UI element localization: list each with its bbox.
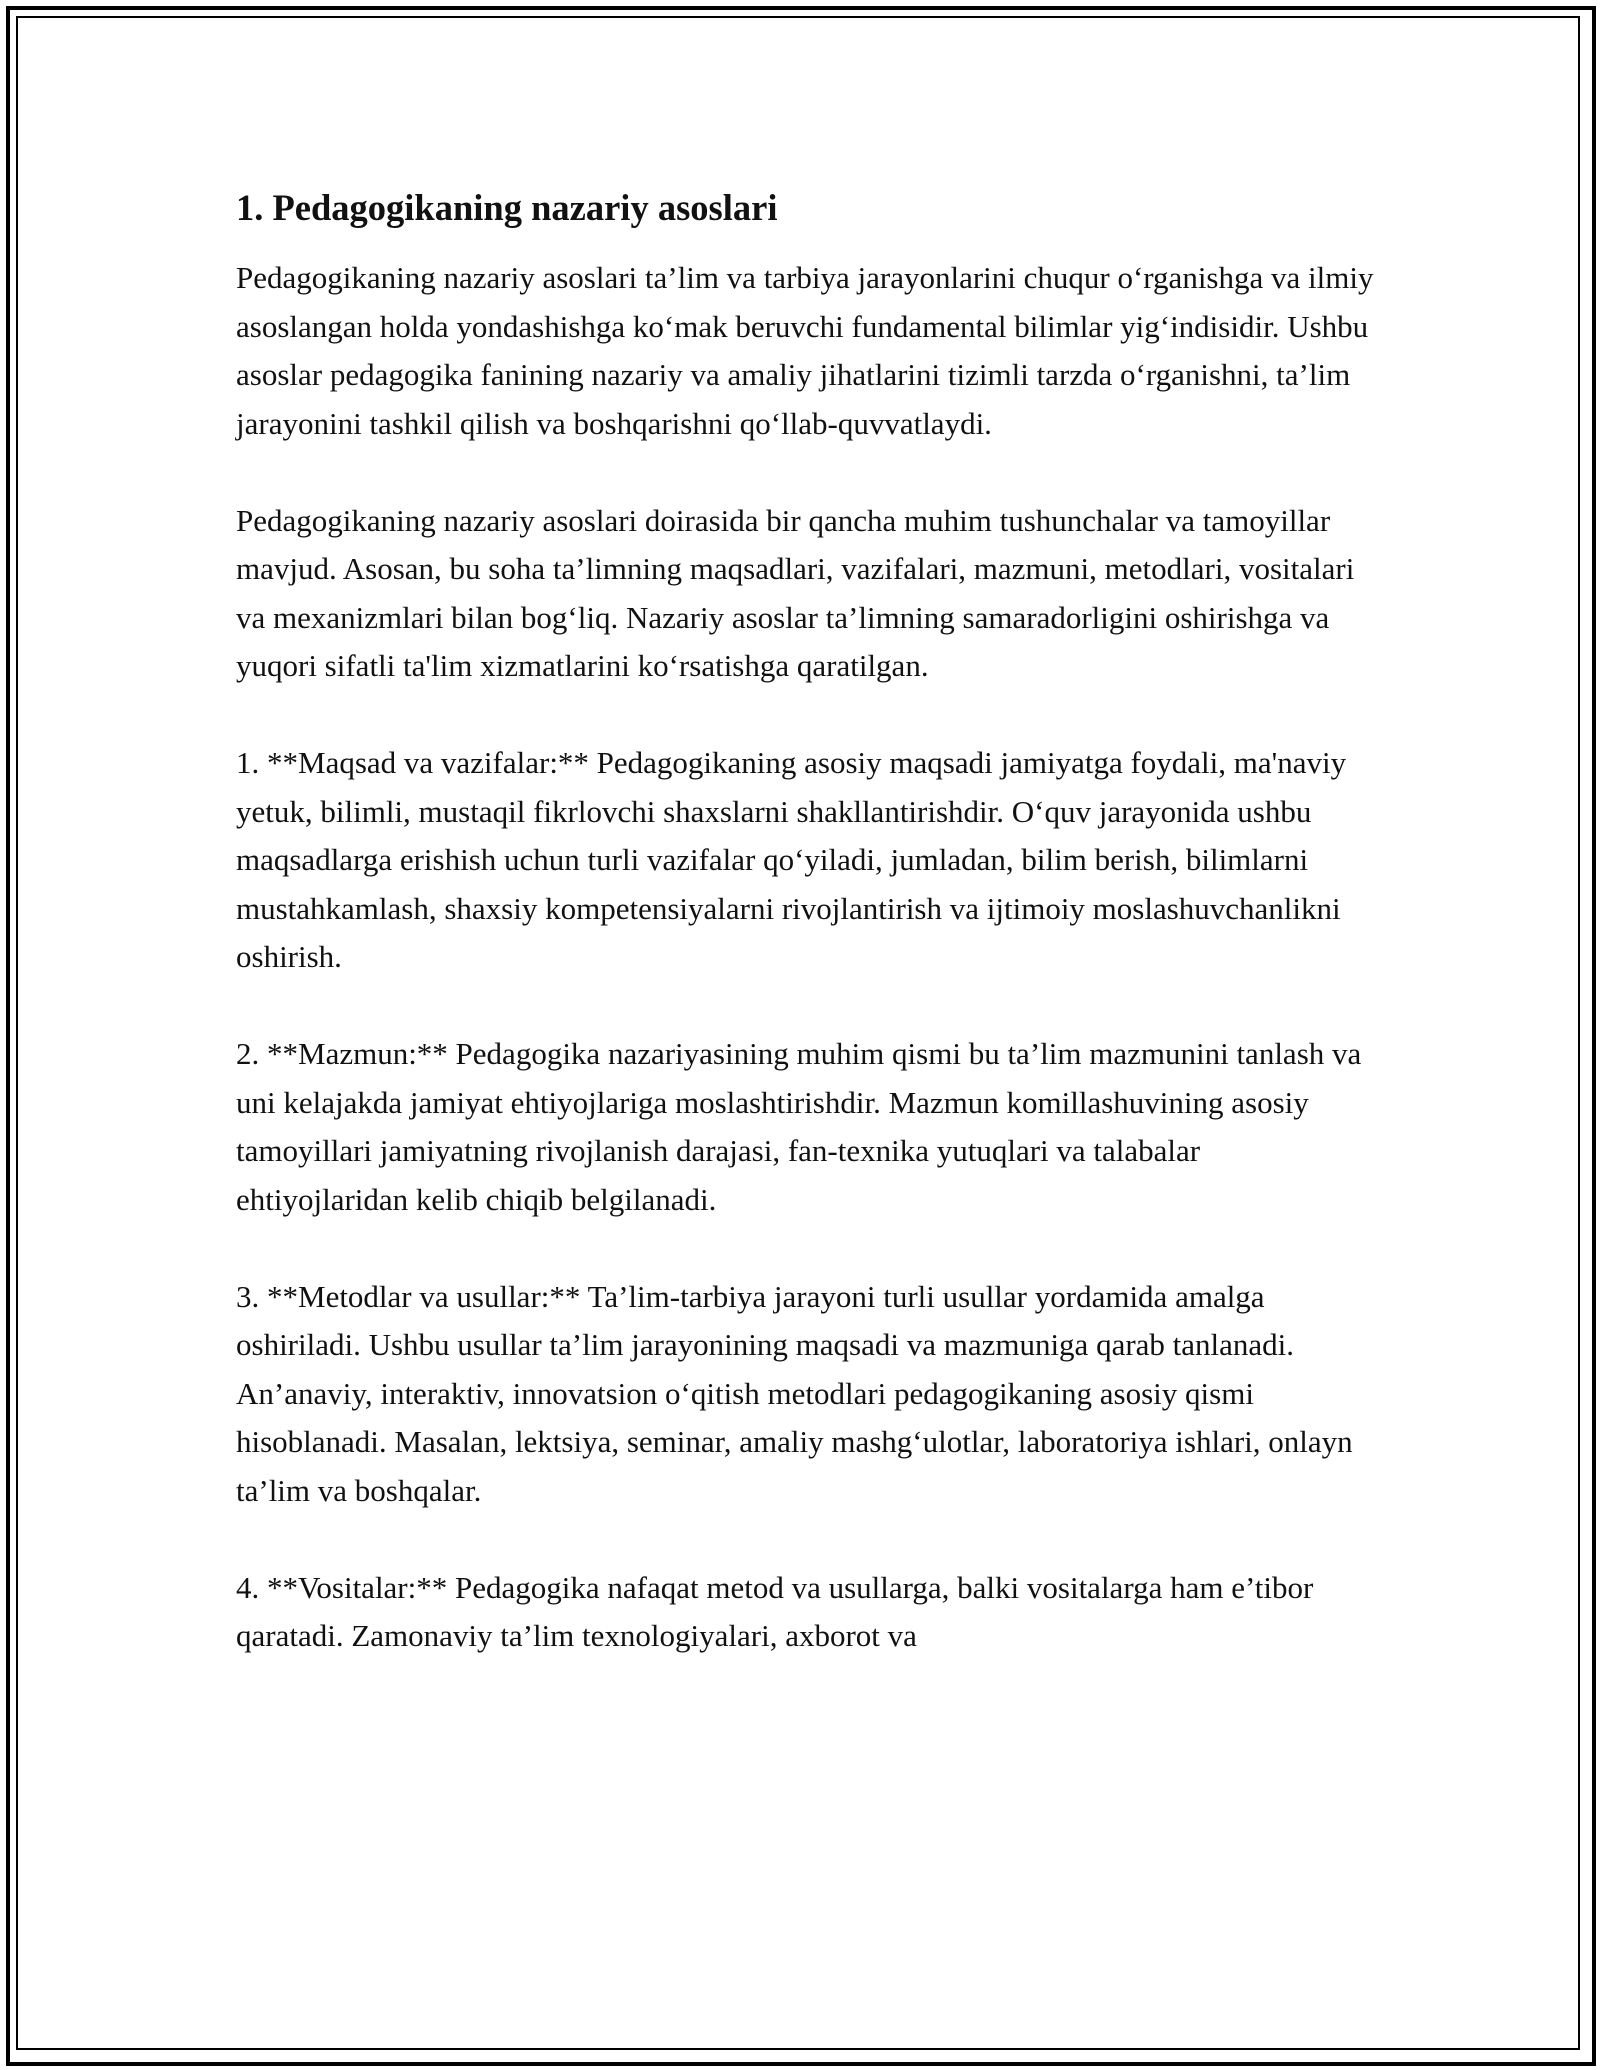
paragraph-intro: Pedagogikaning nazariy asoslari ta’lim va tarbiya jarayonlarini chuqur o‘rganishga va ilmiy asoslangan holda yondashishga ko‘mak beruvchi fundamental bilimlar yig‘indisidir. Ushbu asoslar pedagogika fanining nazariy va amaliy jihatlarini tizimli tarzda o‘rganishni, ta’lim jarayonini tashkil qilish va boshqarishni qo‘llab-quvvatlaydi. [236,260,1374,441]
paragraph-tools: 4. **Vositalar:** Pedagogika nafaqat metod va usullarga, balki vositalarga ham e’tibor qaratadi. Zamonaviy ta’lim texnologiyalari, axborot va [236,1569,1314,1653]
paragraph-methods: 3. **Metodlar va usullar:** Ta’lim-tarbiya jarayoni turli usullar yordamida amalga oshiriladi. Ushbu usullar ta’lim jarayonining maqsadi va mazmuniga qarab tanlanadi. An’anaviy, interaktiv, innovatsion o‘qitish metodlari pedagogikaning asosiy qismi hisoblanadi. Masalan, lektsiya, seminar, amaliy mashg‘ulotlar, laboratoriya ishlari, onlayn ta’lim va boshqalar. [236,1278,1353,1508]
section-title: 1. Pedagogikaning nazariy asoslari [236,187,778,228]
paragraph-goals: 1. **Maqsad va vazifalar:** Pedagogikaning asosiy maqsadi jamiyatga foydali, ma'naviy yetuk, bilimli, mustaqil fikrlovchi shaxslarni shakllantirishdir. O‘quv jarayonida ushbu maqsadlarga erishish uchun turli vazifalar qo‘yiladi, jumladan, bilim berish, bilimlarni mustahkamlash, shaxsiy kompetensiyalarni rivojlantirish va ijtimoiy moslashuvchanlikni oshirish. [236,745,1347,974]
document-body [236,184,1376,1661]
paragraph-concepts: Pedagogikaning nazariy asoslari doirasida bir qancha muhim tushunchalar va tamoyillar mavjud. Asosan, bu soha ta’limning maqsadlari, vazifalari, mazmuni, metodlari, vositalari va mexanizmlari bilan bog‘liq. Nazariy asoslar ta’limning samaradorligini oshirishga va yuqori sifatli ta'lim xizmatlarini ko‘rsatishga qaratilgan. [236,502,1355,683]
paragraph-content: 2. **Mazmun:** Pedagogika nazariyasining muhim qismi bu ta’lim mazmunini tanlash va uni kelajakda jamiyat ehtiyojlariga moslashtirishdir. Mazmun komillashuvining asosiy tamoyillari jamiyatning rivojlanish darajasi, fan-texnika yutuqlari va talabalar ehtiyojlaridan kelib chiqib belgilanadi. [236,1036,1362,1217]
